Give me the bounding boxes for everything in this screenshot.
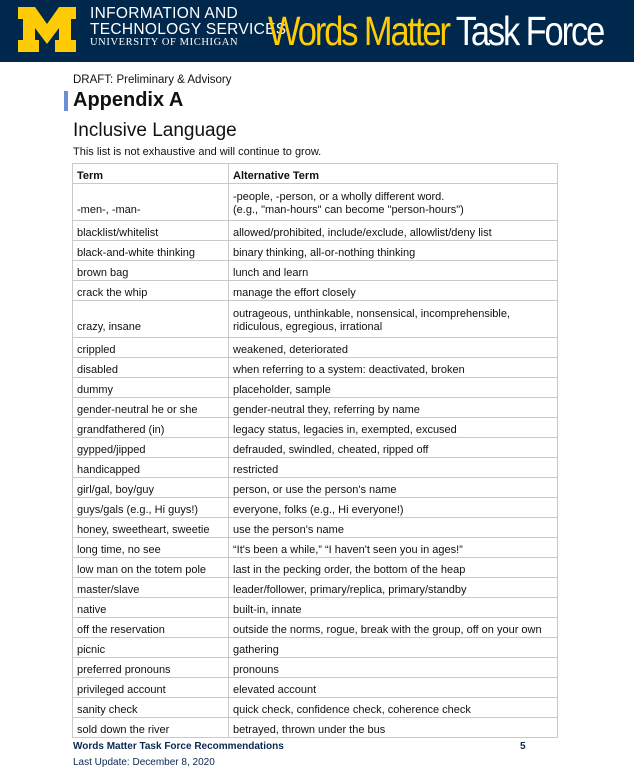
alternative-text: use the person's name — [233, 524, 344, 536]
table-row — [73, 438, 558, 458]
table-row — [73, 638, 558, 658]
term-cell: crazy, insane — [73, 301, 229, 338]
column-header-alternative: Alternative Term — [229, 164, 558, 184]
org-name — [90, 6, 286, 49]
alternative-text: pronouns — [233, 664, 279, 676]
alternative-text: legacy status, legacies in, exempted, excused — [233, 424, 457, 436]
alternative-cell — [229, 301, 558, 338]
table-row — [73, 281, 558, 301]
alternative-text: manage the effort closely — [233, 287, 356, 299]
footer-date: Last Update: December 8, 2020 — [73, 757, 215, 768]
alternative-cell — [229, 281, 558, 301]
alternative-cell — [229, 638, 558, 658]
alternative-cell — [229, 518, 558, 538]
block-m-logo-icon — [18, 7, 76, 52]
term-cell: brown bag — [73, 261, 229, 281]
term-cell: guys/gals (e.g., Hi guys!) — [73, 498, 229, 518]
table-row — [73, 518, 558, 538]
task-force-title — [268, 2, 603, 60]
alternative-text: restricted — [233, 464, 279, 476]
alternative-cell — [229, 578, 558, 598]
terms-table — [72, 163, 558, 738]
alternative-cell — [229, 498, 558, 518]
table-row — [73, 261, 558, 281]
draft-label: DRAFT: Preliminary & Advisory — [73, 74, 232, 86]
table-row — [73, 718, 558, 738]
alternative-text: betrayed, thrown under the bus — [233, 724, 386, 736]
table-header-row — [73, 164, 558, 184]
alternative-text: leader/follower, primary/replica, primary/standby — [233, 584, 467, 596]
term-cell: honey, sweetheart, sweetie — [73, 518, 229, 538]
alternative-text: binary thinking, all-or-nothing thinking — [233, 247, 416, 259]
term-cell: black-and-white thinking — [73, 241, 229, 261]
alternative-text: quick check, confidence check, coherence check — [233, 704, 471, 716]
task-force-title-part1: Words Matter — [268, 8, 449, 54]
alternative-cell — [229, 598, 558, 618]
table-row — [73, 398, 558, 418]
table-row — [73, 598, 558, 618]
table-row — [73, 478, 558, 498]
term-cell: native — [73, 598, 229, 618]
alternative-cell — [229, 618, 558, 638]
table-row — [73, 358, 558, 378]
table-row — [73, 241, 558, 261]
org-line-2: TECHNOLOGY SERVICES — [90, 20, 287, 38]
table-row — [73, 184, 558, 221]
alternative-cell — [229, 698, 558, 718]
alternative-cell — [229, 478, 558, 498]
term-cell: long time, no see — [73, 538, 229, 558]
alternative-text: -people, -person, or a wholly different word. — [233, 191, 445, 203]
table-row — [73, 618, 558, 638]
alternative-text: last in the pecking order, the bottom of the heap — [233, 564, 466, 576]
alternative-cell — [229, 458, 558, 478]
alternative-cell — [229, 378, 558, 398]
alternative-cell — [229, 241, 558, 261]
term-cell: blacklist/whitelist — [73, 221, 229, 241]
term-cell: grandfathered (in) — [73, 418, 229, 438]
alternative-cell — [229, 538, 558, 558]
section-subtitle: Inclusive Language — [73, 120, 237, 141]
alternative-cell — [229, 338, 558, 358]
alternative-cell — [229, 358, 558, 378]
alternative-text: placeholder, sample — [233, 384, 331, 396]
alternative-cell — [229, 658, 558, 678]
org-line-1: INFORMATION AND — [90, 5, 239, 22]
alternative-cell — [229, 678, 558, 698]
alternative-text: when referring to a system: deactivated, broken — [233, 364, 465, 376]
appendix-heading: Appendix A — [73, 89, 184, 111]
term-cell: sanity check — [73, 698, 229, 718]
alternative-text: “It's been a while,” “I haven't seen you in ages!” — [233, 544, 463, 556]
page-number: 5 — [520, 741, 526, 752]
table-row — [73, 458, 558, 478]
alternative-cell — [229, 418, 558, 438]
table-row — [73, 338, 558, 358]
table-row — [73, 578, 558, 598]
alternative-text: person, or use the person's name — [233, 484, 397, 496]
alternative-cell — [229, 558, 558, 578]
term-cell: sold down the river — [73, 718, 229, 738]
table-row — [73, 221, 558, 241]
term-cell: crack the whip — [73, 281, 229, 301]
alternative-text: allowed/prohibited, include/exclude, allowlist/deny list — [233, 227, 492, 239]
heading-marker — [64, 91, 68, 111]
alternative-text: outrageous, unthinkable, nonsensical, incomprehensible, — [233, 308, 511, 320]
term-cell: low man on the totem pole — [73, 558, 229, 578]
alternative-text: outside the norms, rogue, break with the group, off on your own — [233, 624, 542, 636]
column-header-term: Term — [73, 164, 229, 184]
table-row — [73, 558, 558, 578]
footer-title: Words Matter Task Force Recommendations — [73, 741, 284, 752]
term-cell: -men-, -man- — [73, 184, 229, 221]
term-cell: dummy — [73, 378, 229, 398]
term-cell: crippled — [73, 338, 229, 358]
org-line-3: UNIVERSITY OF MICHIGAN — [90, 37, 239, 48]
alternative-cell — [229, 438, 558, 458]
header-banner — [0, 0, 634, 62]
alternative-text: built-in, innate — [233, 604, 302, 616]
alternative-text: weakened, deteriorated — [233, 344, 348, 356]
alternative-text-line2: ridiculous, egregious, irrational — [233, 321, 383, 333]
task-force-title-part2: Task Force — [455, 8, 604, 54]
table-row — [73, 498, 558, 518]
alternative-text: lunch and learn — [233, 267, 309, 279]
table-row — [73, 418, 558, 438]
term-cell: off the reservation — [73, 618, 229, 638]
table-body — [73, 184, 558, 738]
term-cell: handicapped — [73, 458, 229, 478]
term-cell: preferred pronouns — [73, 658, 229, 678]
term-cell: master/slave — [73, 578, 229, 598]
term-cell: disabled — [73, 358, 229, 378]
list-note: This list is not exhaustive and will continue to grow. — [73, 146, 322, 158]
table-row — [73, 698, 558, 718]
term-cell: gender-neutral he or she — [73, 398, 229, 418]
table-row — [73, 538, 558, 558]
table-row — [73, 658, 558, 678]
alternative-cell — [229, 718, 558, 738]
alternative-text: defrauded, swindled, cheated, ripped off — [233, 444, 429, 456]
alternative-text: gender-neutral they, referring by name — [233, 404, 420, 416]
table-row — [73, 378, 558, 398]
alternative-text: gathering — [233, 644, 279, 656]
alternative-cell — [229, 398, 558, 418]
table-row — [73, 678, 558, 698]
alternative-cell — [229, 221, 558, 241]
alternative-text-line2: (e.g., "man-hours" can become "person-hours") — [233, 204, 464, 216]
term-cell: picnic — [73, 638, 229, 658]
alternative-cell — [229, 261, 558, 281]
alternative-text: everyone, folks (e.g., Hi everyone!) — [233, 504, 404, 516]
term-cell: girl/gal, boy/guy — [73, 478, 229, 498]
term-cell: gypped/jipped — [73, 438, 229, 458]
table-row — [73, 301, 558, 338]
alternative-cell — [229, 184, 558, 221]
term-cell: privileged account — [73, 678, 229, 698]
alternative-text: elevated account — [233, 684, 317, 696]
